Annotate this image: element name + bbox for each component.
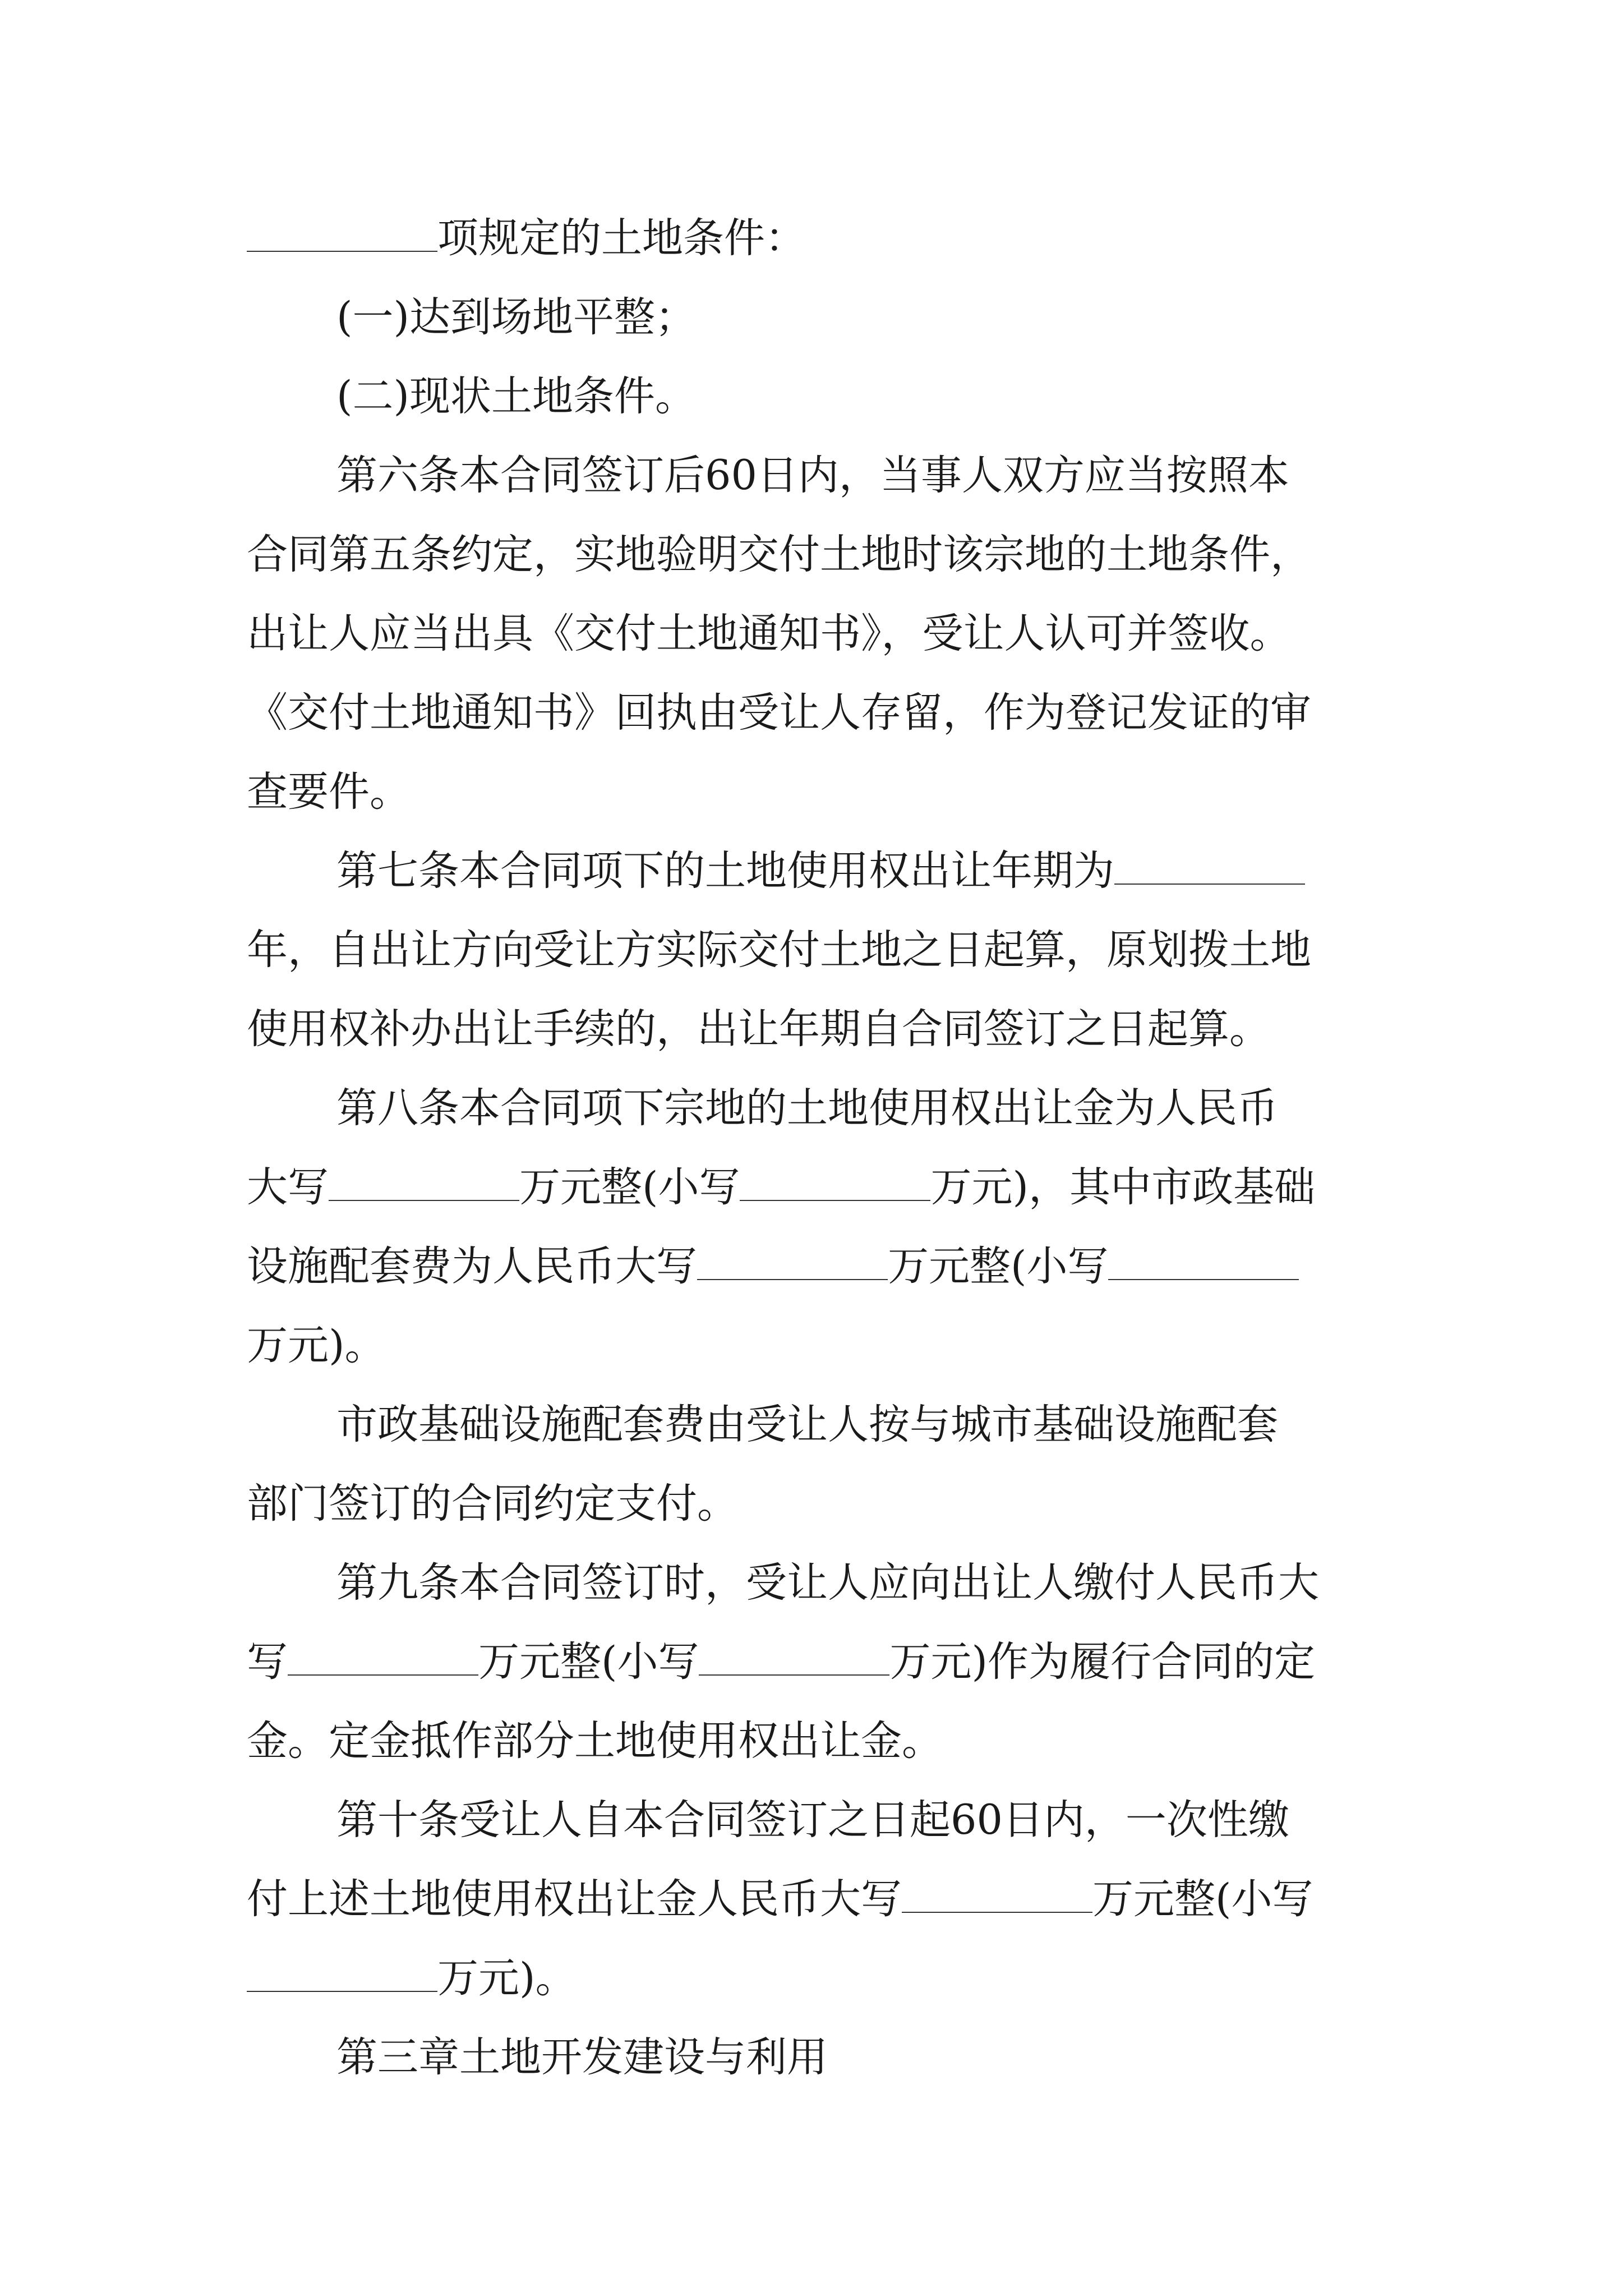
line-text: 万元)作为履行合同的定 bbox=[889, 1638, 1315, 1686]
line-text: 出让人应当出具《交付土地通知书》，受让人认可并签收。 bbox=[247, 610, 1291, 657]
line-text: 设施配套费为人民币大写 bbox=[247, 1243, 697, 1290]
text-line bbox=[336, 2018, 828, 2097]
fill-in-blank bbox=[699, 1624, 889, 1676]
text-line bbox=[247, 199, 806, 278]
fill-in-blank bbox=[288, 1624, 478, 1676]
line-text: 万元)，其中市政基础 bbox=[930, 1163, 1315, 1211]
text-line bbox=[336, 1781, 1289, 1860]
text-line bbox=[336, 436, 1289, 515]
line-text: (二)现状土地条件。 bbox=[336, 372, 696, 420]
line-text: 大写 bbox=[247, 1163, 329, 1211]
line-text: 万元整(小写 bbox=[519, 1163, 740, 1211]
fill-in-blank bbox=[247, 200, 437, 252]
line-text: 使用权补办出让手续的，出让年期自合同签订之日起算。 bbox=[247, 1005, 1270, 1053]
line-text: 万元整(小写 bbox=[1092, 1875, 1313, 1923]
text-line bbox=[247, 1227, 1299, 1306]
text-line bbox=[336, 1386, 1278, 1464]
line-text: 第九条本合同签订时，受让人应向出让人缴付人民币大 bbox=[336, 1559, 1319, 1607]
line-text: 写 bbox=[247, 1638, 288, 1686]
text-line bbox=[247, 1306, 385, 1385]
line-text: 查要件。 bbox=[247, 768, 411, 816]
fill-in-blank bbox=[247, 1940, 437, 1992]
line-text: (一)达到场地平整； bbox=[336, 293, 696, 341]
line-text: 第十条受让人自本合同签订之日起60日内，一次性缴 bbox=[336, 1796, 1289, 1844]
text-line bbox=[247, 595, 1291, 673]
line-text: 万元整(小写 bbox=[478, 1638, 699, 1686]
line-text: 第三章土地开发建设与利用 bbox=[336, 2033, 828, 2081]
line-text: 项规定的土地条件： bbox=[437, 214, 806, 262]
line-text: 万元)。 bbox=[437, 1954, 577, 2002]
line-text: 《交付土地通知书》回执由受让人存留，作为登记发证的审 bbox=[247, 689, 1311, 737]
fill-in-blank bbox=[1108, 1228, 1299, 1280]
line-text: 付上述土地使用权出让金人民币大写 bbox=[247, 1875, 902, 1923]
text-line bbox=[247, 990, 1270, 1069]
fill-in-blank bbox=[329, 1149, 519, 1201]
text-line bbox=[247, 1623, 1315, 1701]
line-text: 第八条本合同项下宗地的土地使用权出让金为人民币 bbox=[336, 1084, 1278, 1132]
fill-in-blank bbox=[740, 1149, 930, 1201]
text-line bbox=[247, 674, 1311, 752]
line-text: 第六条本合同签订后60日内，当事人双方应当按照本 bbox=[336, 452, 1289, 499]
line-text: 合同第五条约定，实地验明交付土地时该宗地的土地条件， bbox=[247, 531, 1311, 578]
text-line bbox=[247, 1148, 1315, 1227]
fill-in-blank bbox=[697, 1228, 888, 1280]
text-line bbox=[247, 1939, 576, 2018]
line-text: 第七条本合同项下的土地使用权出让年期为 bbox=[336, 847, 1114, 895]
text-line bbox=[247, 753, 411, 831]
line-text: 万元)。 bbox=[247, 1322, 386, 1369]
text-line bbox=[336, 1544, 1319, 1622]
text-line bbox=[247, 1702, 943, 1780]
text-line bbox=[336, 832, 1305, 910]
line-text: 市政基础设施配套费由受让人按与城市基础设施配套 bbox=[336, 1401, 1278, 1448]
fill-in-blank bbox=[902, 1861, 1092, 1913]
text-line bbox=[247, 911, 1311, 990]
fill-in-blank bbox=[1114, 833, 1305, 885]
text-line bbox=[247, 1465, 738, 1543]
line-text: 金。定金抵作部分土地使用权出让金。 bbox=[247, 1717, 943, 1765]
line-text: 部门签订的合同约定支付。 bbox=[247, 1480, 738, 1527]
text-line bbox=[336, 357, 696, 436]
text-line bbox=[247, 1860, 1313, 1939]
line-text: 万元整(小写 bbox=[888, 1243, 1109, 1290]
text-line bbox=[336, 1069, 1278, 1148]
text-line bbox=[247, 516, 1311, 594]
text-line bbox=[336, 278, 696, 357]
line-text: 年，自出让方向受让方实际交付土地之日起算，原划拨土地 bbox=[247, 926, 1311, 974]
